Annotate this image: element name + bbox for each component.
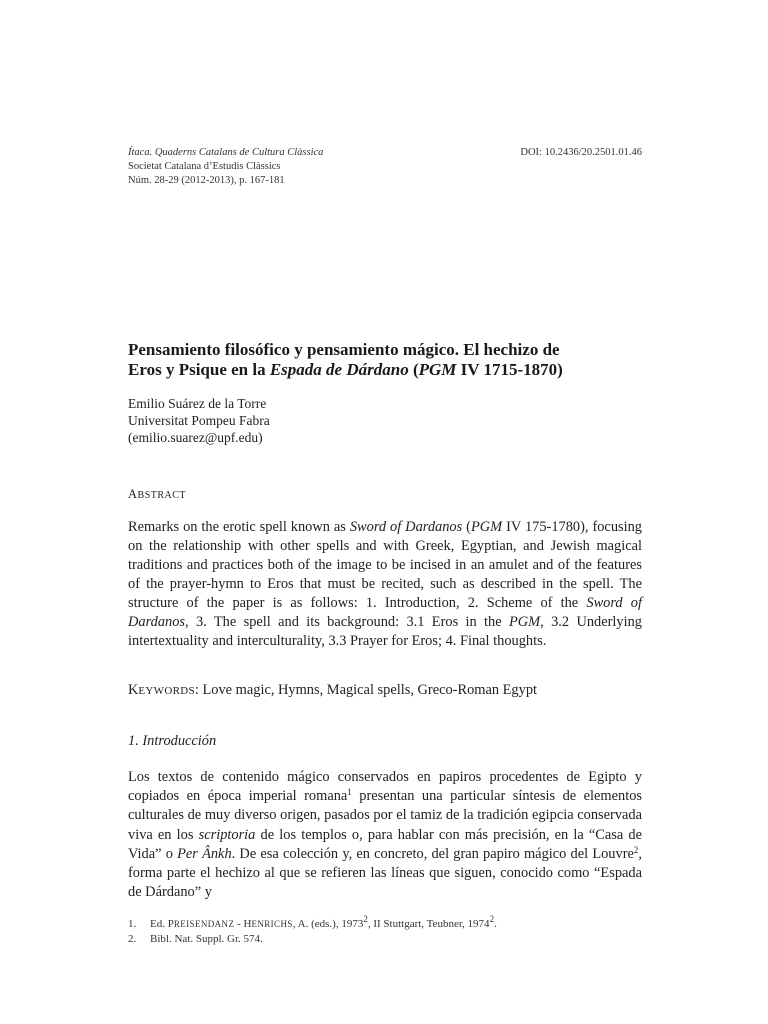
title-line-2: Eros y Psique en la Espada de Dárdano (PGM IV 1715-1870) bbox=[128, 360, 563, 379]
author-block bbox=[128, 395, 270, 446]
journal-header bbox=[128, 146, 642, 188]
section-heading: 1. Introducción bbox=[128, 733, 217, 749]
society-name: Societat Catalana d’Estudis Clàssics bbox=[128, 161, 281, 172]
journal-name: Ítaca. Quaderns Catalans de Cultura Clàssica bbox=[128, 147, 324, 158]
doi: DOI: 10.2436/20.2501.01.46 bbox=[520, 147, 642, 158]
footnote-2: 2. Bibl. Nat. Suppl. Gr. 574. bbox=[128, 933, 263, 945]
author-email: (emilio.suarez@upf.edu) bbox=[128, 430, 263, 445]
author-affiliation: Universitat Pompeu Fabra bbox=[128, 413, 270, 428]
abstract-text: Remarks on the erotic spell known as Sword of Dardanos (PGM IV 175-1780), focusing on the relationship with other spells and with Greek, Egyptian, and Jewish magical traditions and practices both of the image to be incised in an amulet and of the features of the prayer-hymn to Eros that must be recited, such as described in the spell. The structure of the paper is as follows: 1. Introduction, 2. Scheme of the Sword of Dardanos, 3. The spell and its background: 3.1 Eros in the PGM, 3.2 Underlying intertextuality and interculturality, 3.3 Prayer for Eros; 4. Final thoughts. bbox=[128, 519, 643, 649]
footnote-1: 1. Ed. PREISENDANZ - HENRICHS, A. (eds.), 1973$^2$, II Stuttgart, Teubner, 1974$^2$. bbox=[128, 914, 497, 930]
author-name: Emilio Suárez de la Torre bbox=[128, 396, 267, 411]
abstract-heading: ABSTRACT bbox=[128, 487, 187, 501]
paragraph: Los textos de contenido mágico conservados en papiros procedentes de Egipto y copiados en época imperial romana$^1$ presentan una particular síntesis de elementos culturales de muy diverso origen, pasados por el tamiz de la tradición egipcia conservada viva en los scriptoria de los templos o, para hablar con más precisión, en la “Casa de Vida” o Per Ânkh. De esa colección y, en concreto, del gran papiro mágico del Louvre$^2$, forma parte el hechizo al que se refieren las líneas que siguen, conocido como “Espada de Dárdano” y bbox=[128, 769, 643, 901]
footnote-ref-1[interactable]: 1 bbox=[347, 787, 352, 798]
issue-info: Núm. 28-29 (2012-2013), p. 167-181 bbox=[128, 175, 285, 186]
title-line-1: Pensamiento filosófico y pensamiento mágico. El hechizo de bbox=[128, 340, 560, 359]
body-text bbox=[128, 768, 642, 902]
article-title bbox=[128, 340, 648, 380]
footnotes bbox=[128, 914, 642, 947]
keywords: KEYWORDS: Love magic, Hymns, Magical spells, Greco-Roman Egypt bbox=[128, 682, 538, 698]
footnote-ref-2[interactable]: 2 bbox=[633, 844, 639, 855]
